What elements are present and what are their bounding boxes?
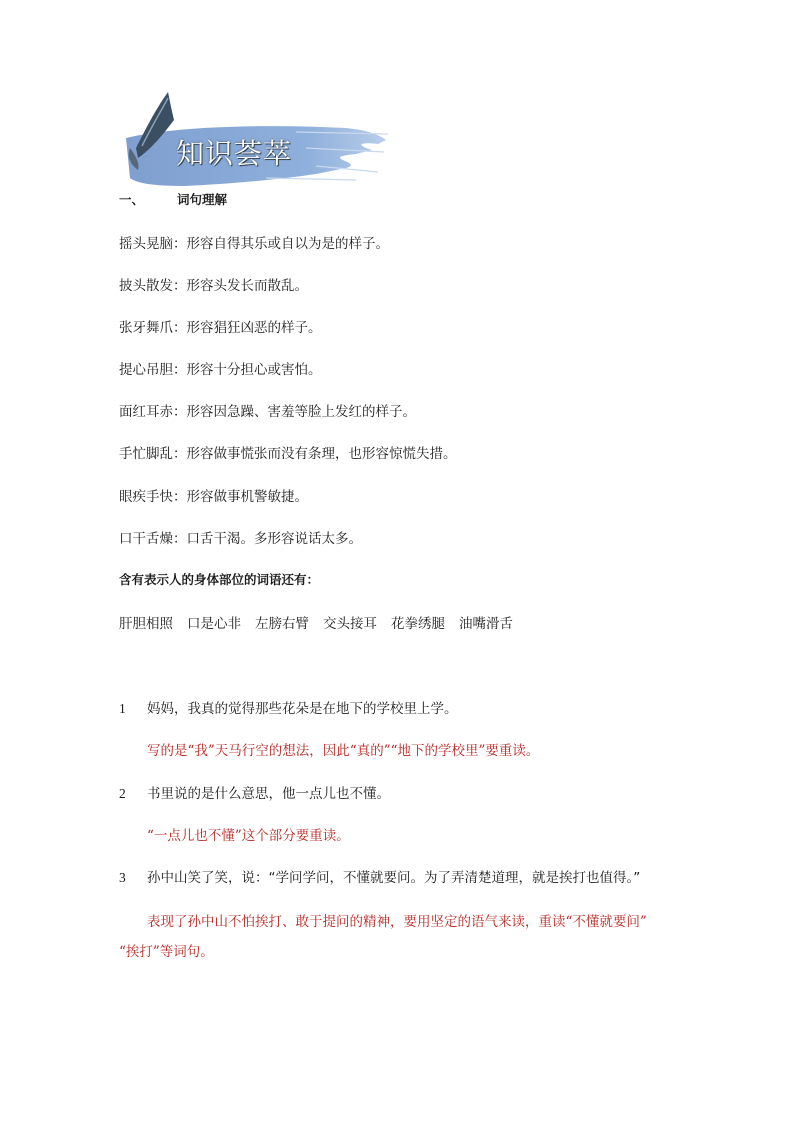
phrase: 花拳绣腿 <box>391 616 445 632</box>
sentence-text: 孙中山笑了笑，说：“学问学问，不懂就要问。为了弄清楚道理，就是挨打也值得。” <box>147 870 641 886</box>
section-number: 一、 <box>119 192 145 207</box>
idiom-line: 提心吊胆：形容十分担心或害怕。 <box>119 362 322 378</box>
idiom-line: 张牙舞爪：形容猖狂凶恶的样子。 <box>119 320 322 336</box>
section-title: 词句理解 <box>177 192 228 207</box>
phrase: 左膀右臂 <box>255 616 309 632</box>
banner-title: 知识荟萃 <box>176 137 293 170</box>
sentence-item <box>119 866 640 886</box>
reading-note: 表现了孙中山不怕挨打、敢于提问的精神，要用坚定的语气来读，重读“不懂就要问” <box>147 914 647 930</box>
idiom-line: 披头散发：形容头发长而散乱。 <box>119 278 308 294</box>
sentence-number: 2 <box>119 786 126 801</box>
sentence-item <box>119 782 390 802</box>
idiom-line: 摇头晃脑：形容自得其乐或自以为是的样子。 <box>119 236 389 252</box>
section-banner <box>116 88 392 192</box>
idiom-line: 手忙脚乱：形容做事慌张而没有条理，也形容惊慌失措。 <box>119 446 457 462</box>
reading-note: “挨打”等词句。 <box>119 944 214 960</box>
sentence-text: 妈妈，我真的觉得那些花朵是在地下的学校里上学。 <box>147 701 458 717</box>
sentence-number: 1 <box>119 701 126 716</box>
phrase: 肝胆相照 <box>119 616 173 632</box>
phrase: 口是心非 <box>187 616 241 632</box>
reading-note: 写的是“我”天马行空的想法，因此“真的”“地下的学校里”要重读。 <box>147 743 540 759</box>
sentence-text: 书里说的是什么意思，他一点儿也不懂。 <box>147 786 390 802</box>
reading-note: “一点儿也不懂”这个部分要重读。 <box>147 828 350 844</box>
sentence-number: 3 <box>119 870 126 885</box>
phrase: 油嘴滑舌 <box>459 616 513 632</box>
idiom-line: 面红耳赤：形容因急躁、害羞等脸上发红的样子。 <box>119 404 416 420</box>
sentence-item <box>119 697 458 717</box>
section-heading <box>119 190 227 208</box>
idiom-line: 眼疾手快：形容做事机警敏捷。 <box>119 489 308 505</box>
phrase-list <box>119 612 527 632</box>
idiom-line: 口干舌燥：口舌干渴。多形容说话太多。 <box>119 531 362 547</box>
body-parts-heading: 含有表示人的身体部位的词语还有： <box>119 572 320 587</box>
phrase: 交头接耳 <box>323 616 377 632</box>
